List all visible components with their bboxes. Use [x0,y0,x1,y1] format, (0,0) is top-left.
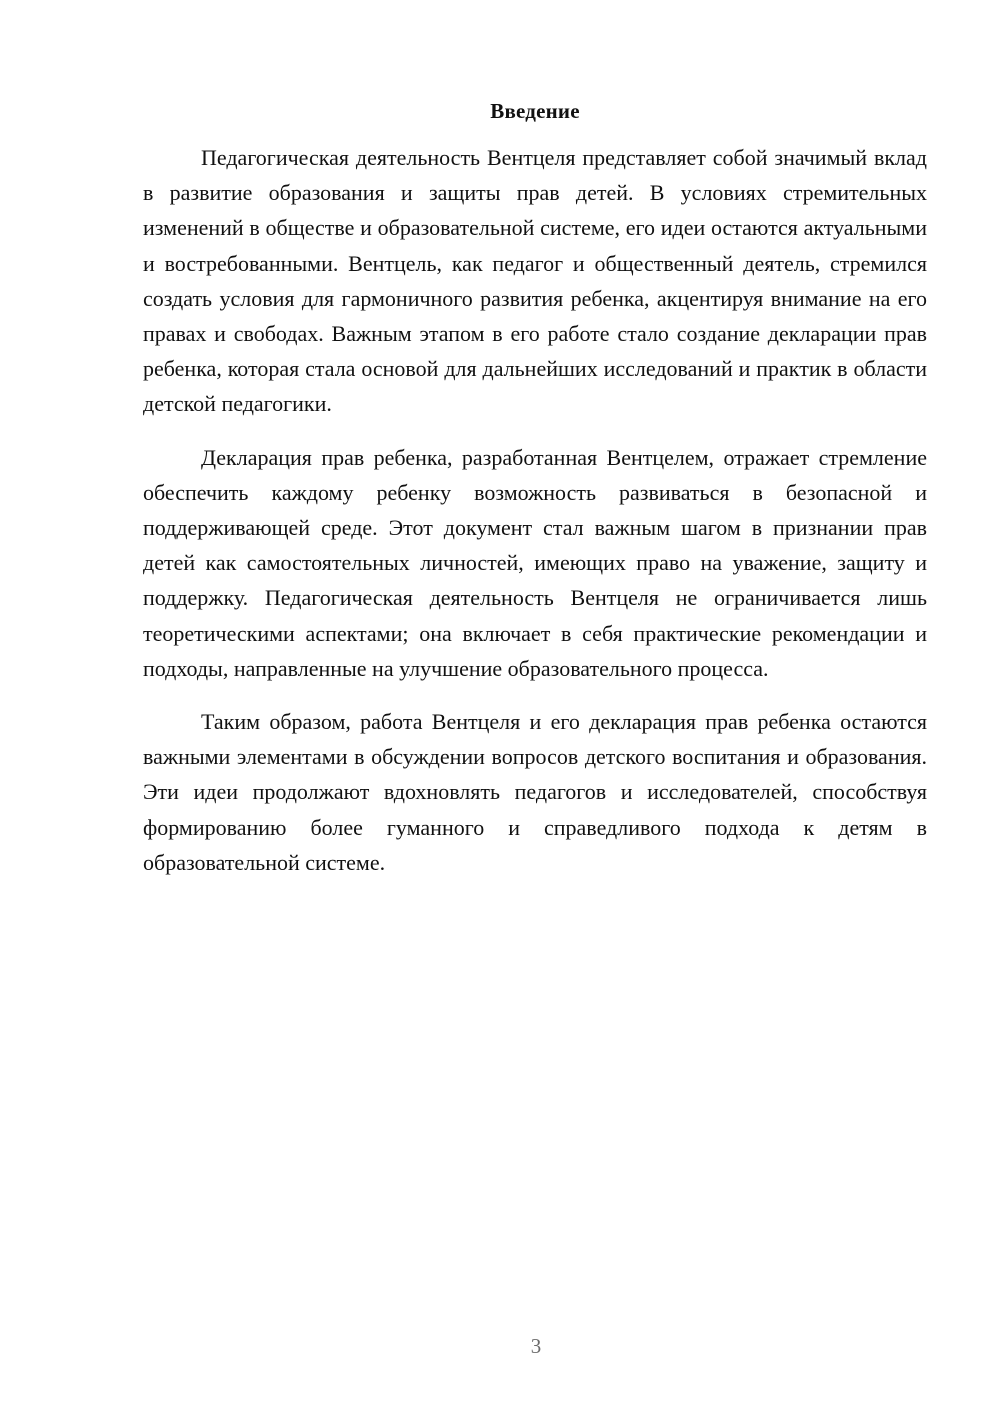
page-number: 3 [530,1334,542,1358]
page-content [143,96,927,880]
paragraph: Таким образом, работа Вентцеля и его декларация прав ребенка остаются важными элементами в обсуждении вопросов детского воспитания и образования. Эти идеи продолжают вдохновлять педагогов и исследователей, способствуя формированию более гуманного и справедливого подхода к детям в образовательной системе. [143,709,927,875]
section-heading: Введение [490,99,580,123]
paragraph: Педагогическая деятельность Вентцеля представляет собой значимый вклад в развитие образования и защиты прав детей. В условиях стремительных изменений в обществе и образовательной системе, его идеи остаются актуальными и востребованными. Вентцель, как педагог и общественный деятель, стремился создать условия для гармоничного развития ребенка, акцентируя внимание на его правах и свободах. Важным этапом в его работе стало создание декларации прав ребенка, которая стала основой для дальнейших исследований и практик в области детской педагогики. [143,145,927,417]
paragraph: Декларация прав ребенка, разработанная Вентцелем, отражает стремление обеспечить каждому ребенку возможность развиваться в безопасной и поддерживающей среде. Этот документ стал важным шагом в признании прав детей как самостоятельных личностей, имеющих право на уважение, защиту и поддержку. Педагогическая деятельность Вентцеля не ограничивается лишь теоретическими аспектами; она включает в себя практические рекомендации и подходы, направленные на улучшение образовательного процесса. [143,444,927,681]
